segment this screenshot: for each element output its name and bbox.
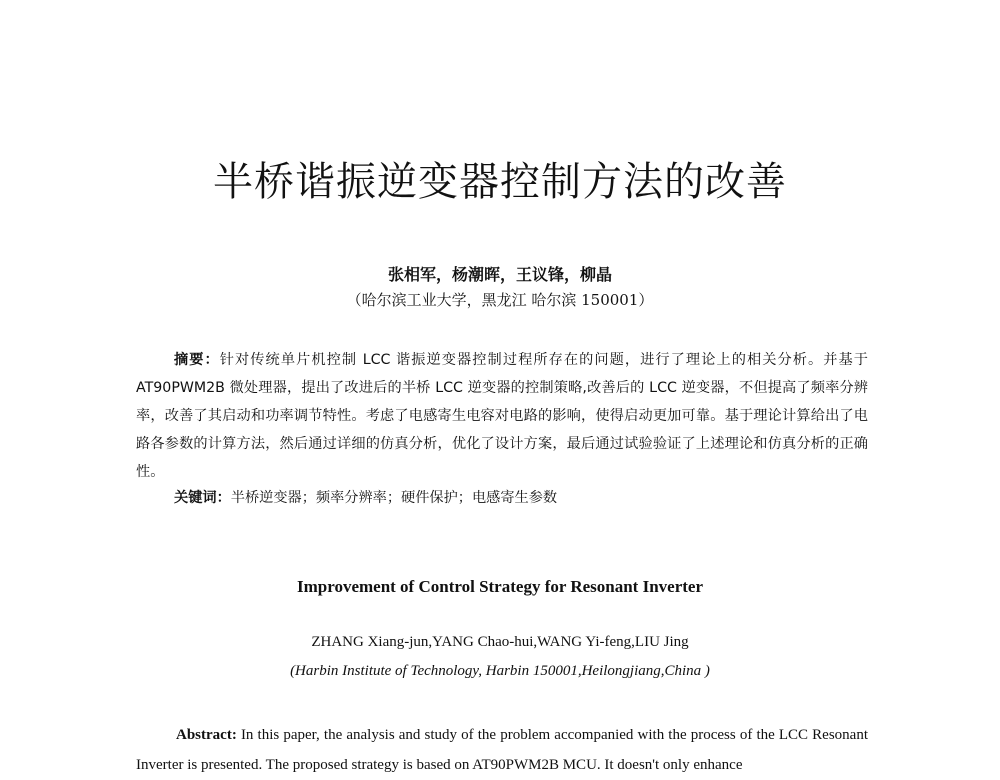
paper-title-cn: 半桥谐振逆变器控制方法的改善 [213,159,787,205]
abstract-en [136,720,868,780]
abstract-cn-text: 针对传统单片机控制 LCC 谐振逆变器控制过程所存在的问题，进行了理论上的相关分析。并基于 AT90PWM2B 微处理器，提出了改进后的半桥 LCC 逆变器的控制策略,改善后的 LCC 逆变器，不但提高了频率分辨率，改善了其启动和功率调节特性。考虑了电感寄生电容对电路的影响，使得启动更加可靠。基于理论计算给出了电路各参数的计算方法，然后通过详细的仿真分析，优化了设计方案，最后通过试验验证了上述理论和仿真分析的正确性。 [136,352,868,480]
paper-title-en: Improvement of Control Strategy for Resonant Inverter [296,577,704,596]
abstract-cn-label: 摘要： [174,352,220,368]
affiliation-cn: （哈尔滨工业大学，黑龙江 哈尔滨 150001） [346,291,654,309]
abstract-en-label: Abstract: [176,727,237,743]
keywords-cn-label: 关键词： [174,490,231,506]
abstract-cn [136,346,868,486]
authors-cn: 张相军，杨潮晖，王议锋，柳晶 [387,265,612,284]
authors-en: ZHANG Xiang-jun,YANG Chao-hui,WANG Yi-feng,LIU Jing [311,634,689,650]
affiliation-en: (Harbin Institute of Technology, Harbin 150001,Heilongjiang,China ) [290,663,710,679]
keywords-cn-text: 半桥逆变器；频率分辨率；硬件保护；电感寄生参数 [230,490,558,506]
keywords-cn [174,487,874,507]
abstract-en-text: In this paper, the analysis and study of the problem accompanied with the process of the LCC Resonant Inverter is presented. The proposed strategy is based on AT90PWM2B MCU. It doesn't only enhance [136,727,868,773]
